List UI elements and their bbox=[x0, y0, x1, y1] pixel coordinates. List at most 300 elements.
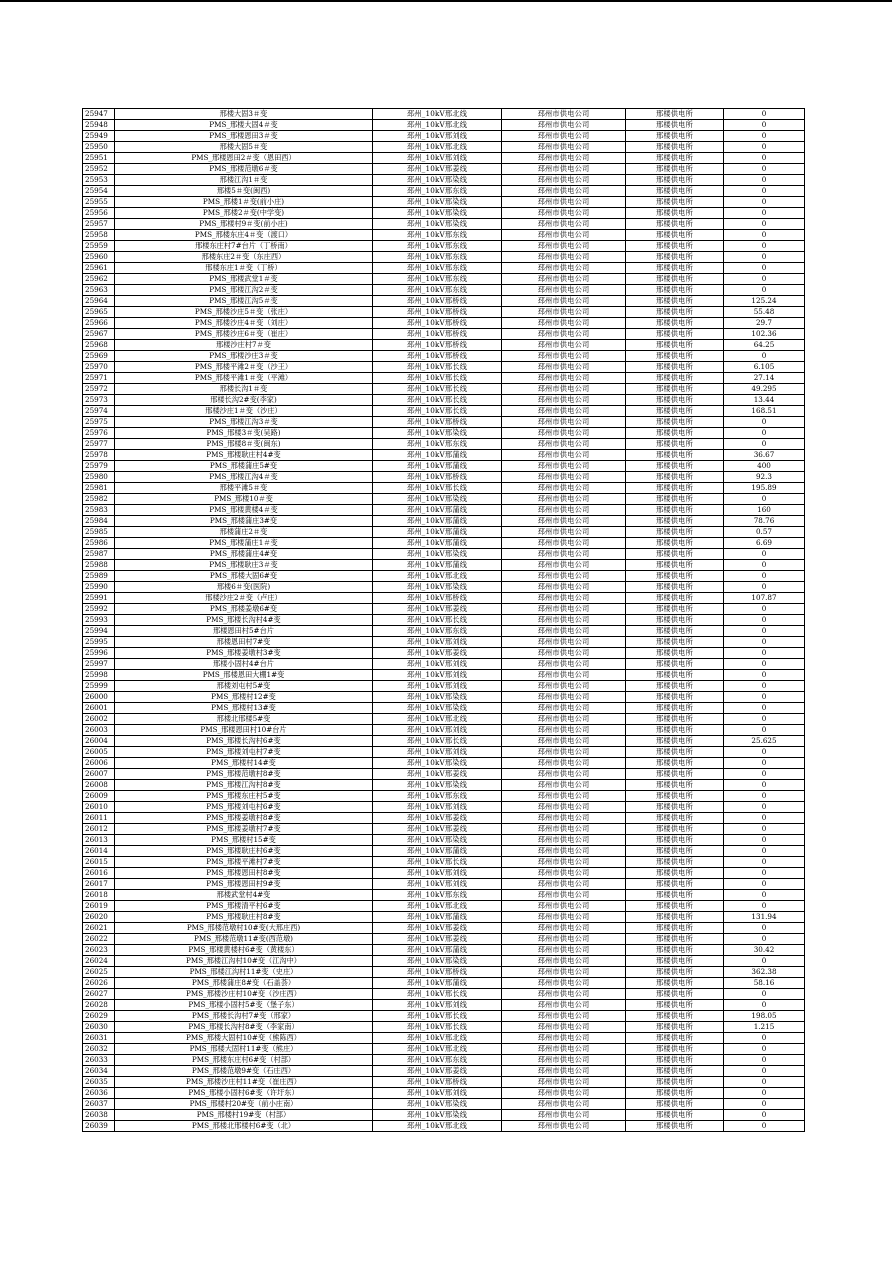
transformer-name-cell: PMS_邢楼江沟村10#变（江沟中） bbox=[115, 956, 373, 967]
value-cell: 195.89 bbox=[724, 483, 805, 494]
row-id-cell: 25994 bbox=[83, 626, 115, 637]
company-cell: 邳州市供电公司 bbox=[502, 296, 626, 307]
row-id-cell: 25974 bbox=[83, 406, 115, 417]
table-row bbox=[83, 329, 805, 340]
transformer-name-cell: PMS_邢楼蒲庄1＃变 bbox=[115, 538, 373, 549]
transformer-name-cell: PMS_邢楼小固村5#变（堡子东） bbox=[115, 1000, 373, 1011]
table-row bbox=[83, 1099, 805, 1110]
feeder-line-cell: 邳州_10kV邢桥线 bbox=[373, 307, 502, 318]
supply-station-cell: 邢楼供电所 bbox=[626, 296, 724, 307]
company-cell: 邳州市供电公司 bbox=[502, 186, 626, 197]
transformer-name-cell: 邢楼蒲庄2＃变 bbox=[115, 527, 373, 538]
data-table bbox=[82, 108, 805, 1132]
row-id-cell: 25988 bbox=[83, 560, 115, 571]
supply-station-cell: 邢楼供电所 bbox=[626, 681, 724, 692]
feeder-line-cell: 邳州_10kV邢长线 bbox=[373, 989, 502, 1000]
supply-station-cell: 邢楼供电所 bbox=[626, 252, 724, 263]
table-row bbox=[83, 978, 805, 989]
table-row bbox=[83, 461, 805, 472]
value-cell: 0 bbox=[724, 637, 805, 648]
supply-station-cell: 邢楼供电所 bbox=[626, 417, 724, 428]
row-id-cell: 26023 bbox=[83, 945, 115, 956]
supply-station-cell: 邢楼供电所 bbox=[626, 967, 724, 978]
supply-station-cell: 邢楼供电所 bbox=[626, 516, 724, 527]
supply-station-cell: 邢楼供电所 bbox=[626, 1055, 724, 1066]
table-row bbox=[83, 967, 805, 978]
feeder-line-cell: 邳州_10kV邢长线 bbox=[373, 395, 502, 406]
transformer-name-cell: PMS_邢楼北邢楼村6#变（北） bbox=[115, 1121, 373, 1132]
table-row bbox=[83, 747, 805, 758]
value-cell: 0 bbox=[724, 131, 805, 142]
table-row bbox=[83, 780, 805, 791]
supply-station-cell: 邢楼供电所 bbox=[626, 890, 724, 901]
value-cell: 0 bbox=[724, 351, 805, 362]
value-cell: 0 bbox=[724, 725, 805, 736]
row-id-cell: 26020 bbox=[83, 912, 115, 923]
supply-station-cell: 邢楼供电所 bbox=[626, 846, 724, 857]
table-row bbox=[83, 802, 805, 813]
table-row bbox=[83, 164, 805, 175]
supply-station-cell: 邢楼供电所 bbox=[626, 362, 724, 373]
value-cell: 0 bbox=[724, 582, 805, 593]
company-cell: 邳州市供电公司 bbox=[502, 758, 626, 769]
supply-station-cell: 邢楼供电所 bbox=[626, 450, 724, 461]
value-cell: 0 bbox=[724, 648, 805, 659]
table-row bbox=[83, 560, 805, 571]
value-cell: 0 bbox=[724, 1055, 805, 1066]
table-row bbox=[83, 153, 805, 164]
value-cell: 0 bbox=[724, 175, 805, 186]
value-cell: 0 bbox=[724, 934, 805, 945]
row-id-cell: 26034 bbox=[83, 1066, 115, 1077]
transformer-name-cell: PMS_邢楼蒲庄5#变 bbox=[115, 461, 373, 472]
supply-station-cell: 邢楼供电所 bbox=[626, 527, 724, 538]
transformer-name-cell: 邢楼东庄2＃变（东庄西） bbox=[115, 252, 373, 263]
value-cell: 0 bbox=[724, 164, 805, 175]
value-cell: 55.48 bbox=[724, 307, 805, 318]
company-cell: 邳州市供电公司 bbox=[502, 912, 626, 923]
transformer-name-cell: 邢楼平滩5＃变 bbox=[115, 483, 373, 494]
feeder-line-cell: 邳州_10kV邢刘线 bbox=[373, 637, 502, 648]
feeder-line-cell: 邳州_10kV邢染线 bbox=[373, 549, 502, 560]
supply-station-cell: 邢楼供电所 bbox=[626, 582, 724, 593]
company-cell: 邳州市供电公司 bbox=[502, 131, 626, 142]
feeder-line-cell: 邳州_10kV邢桥线 bbox=[373, 296, 502, 307]
transformer-name-cell: PMS_邢楼江沟5＃变 bbox=[115, 296, 373, 307]
transformer-name-cell: PMS_邢楼江沟村11#变（史庄） bbox=[115, 967, 373, 978]
supply-station-cell: 邢楼供电所 bbox=[626, 978, 724, 989]
feeder-line-cell: 邳州_10kV邢染线 bbox=[373, 1110, 502, 1121]
supply-station-cell: 邢楼供电所 bbox=[626, 1066, 724, 1077]
row-id-cell: 25990 bbox=[83, 582, 115, 593]
supply-station-cell: 邢楼供电所 bbox=[626, 318, 724, 329]
transformer-name-cell: PMS_邢楼3＃变(吴路) bbox=[115, 428, 373, 439]
supply-station-cell: 邢楼供电所 bbox=[626, 923, 724, 934]
feeder-line-cell: 邳州_10kV邢刘线 bbox=[373, 747, 502, 758]
row-id-cell: 25978 bbox=[83, 450, 115, 461]
value-cell: 0 bbox=[724, 230, 805, 241]
row-id-cell: 25986 bbox=[83, 538, 115, 549]
company-cell: 邳州市供电公司 bbox=[502, 1110, 626, 1121]
row-id-cell: 25973 bbox=[83, 395, 115, 406]
table-row bbox=[83, 318, 805, 329]
transformer-name-cell: PMS_邢楼东庄村6#变（村部） bbox=[115, 1055, 373, 1066]
feeder-line-cell: 邳州_10kV邢刘线 bbox=[373, 802, 502, 813]
transformer-name-cell: PMS_邢楼村13#变 bbox=[115, 703, 373, 714]
company-cell: 邳州市供电公司 bbox=[502, 307, 626, 318]
supply-station-cell: 邢楼供电所 bbox=[626, 758, 724, 769]
row-id-cell: 25981 bbox=[83, 483, 115, 494]
feeder-line-cell: 邳州_10kV邢姜线 bbox=[373, 769, 502, 780]
table-row bbox=[83, 340, 805, 351]
transformer-name-cell: PMS_邢楼江沟村8#变 bbox=[115, 780, 373, 791]
feeder-line-cell: 邳州_10kV邢东线 bbox=[373, 241, 502, 252]
row-id-cell: 25972 bbox=[83, 384, 115, 395]
feeder-line-cell: 邳州_10kV邢染线 bbox=[373, 582, 502, 593]
company-cell: 邳州市供电公司 bbox=[502, 626, 626, 637]
feeder-line-cell: 邳州_10kV邢姜线 bbox=[373, 824, 502, 835]
transformer-name-cell: PMS_邢楼清平村6#变 bbox=[115, 901, 373, 912]
table-row bbox=[83, 1110, 805, 1121]
value-cell: 0 bbox=[724, 560, 805, 571]
row-id-cell: 26019 bbox=[83, 901, 115, 912]
row-id-cell: 25970 bbox=[83, 362, 115, 373]
transformer-name-cell: PMS_邢楼村15#变 bbox=[115, 835, 373, 846]
table-row bbox=[83, 241, 805, 252]
company-cell: 邳州市供电公司 bbox=[502, 175, 626, 186]
table-row bbox=[83, 230, 805, 241]
transformer-name-cell: PMS_邢楼刘屯村6#变 bbox=[115, 802, 373, 813]
transformer-name-cell: PMS_邢楼平滩2＃变（沙王） bbox=[115, 362, 373, 373]
company-cell: 邳州市供电公司 bbox=[502, 901, 626, 912]
table-row bbox=[83, 450, 805, 461]
value-cell: 0 bbox=[724, 835, 805, 846]
supply-station-cell: 邢楼供电所 bbox=[626, 373, 724, 384]
feeder-line-cell: 邳州_10kV邢染线 bbox=[373, 835, 502, 846]
transformer-name-cell: PMS_邢楼长沟村7#变（邢家） bbox=[115, 1011, 373, 1022]
row-id-cell: 25996 bbox=[83, 648, 115, 659]
company-cell: 邳州市供电公司 bbox=[502, 538, 626, 549]
value-cell: 198.05 bbox=[724, 1011, 805, 1022]
row-id-cell: 26000 bbox=[83, 692, 115, 703]
value-cell: 0 bbox=[724, 747, 805, 758]
feeder-line-cell: 邳州_10kV邢姜线 bbox=[373, 648, 502, 659]
feeder-line-cell: 邳州_10kV邢染线 bbox=[373, 175, 502, 186]
feeder-line-cell: 邳州_10kV邢长线 bbox=[373, 857, 502, 868]
company-cell: 邳州市供电公司 bbox=[502, 780, 626, 791]
table-row bbox=[83, 373, 805, 384]
company-cell: 邳州市供电公司 bbox=[502, 516, 626, 527]
transformer-name-cell: PMS_邢楼范墩村8#变 bbox=[115, 769, 373, 780]
row-id-cell: 26017 bbox=[83, 879, 115, 890]
supply-station-cell: 邢楼供电所 bbox=[626, 439, 724, 450]
feeder-line-cell: 邳州_10kV邢东线 bbox=[373, 252, 502, 263]
table-row bbox=[83, 186, 805, 197]
transformer-name-cell: PMS_邢楼耿庄村8#变 bbox=[115, 912, 373, 923]
supply-station-cell: 邢楼供电所 bbox=[626, 1022, 724, 1033]
value-cell: 0 bbox=[724, 571, 805, 582]
table-row bbox=[83, 758, 805, 769]
value-cell: 27.14 bbox=[724, 373, 805, 384]
row-id-cell: 25949 bbox=[83, 131, 115, 142]
value-cell: 0 bbox=[724, 274, 805, 285]
company-cell: 邳州市供电公司 bbox=[502, 1055, 626, 1066]
row-id-cell: 25977 bbox=[83, 439, 115, 450]
feeder-line-cell: 邳州_10kV邢蒲线 bbox=[373, 560, 502, 571]
value-cell: 0 bbox=[724, 417, 805, 428]
feeder-line-cell: 邳州_10kV邢刘线 bbox=[373, 659, 502, 670]
feeder-line-cell: 邳州_10kV邢东线 bbox=[373, 186, 502, 197]
value-cell: 13.44 bbox=[724, 395, 805, 406]
company-cell: 邳州市供电公司 bbox=[502, 549, 626, 560]
row-id-cell: 25950 bbox=[83, 142, 115, 153]
company-cell: 邳州市供电公司 bbox=[502, 791, 626, 802]
company-cell: 邳州市供电公司 bbox=[502, 637, 626, 648]
feeder-line-cell: 邳州_10kV邢桥线 bbox=[373, 1077, 502, 1088]
transformer-name-cell: PMS_邢楼蒲庄8#变（石盖荟） bbox=[115, 978, 373, 989]
company-cell: 邳州市供电公司 bbox=[502, 1022, 626, 1033]
supply-station-cell: 邢楼供电所 bbox=[626, 879, 724, 890]
table-row bbox=[83, 1077, 805, 1088]
table-row bbox=[83, 835, 805, 846]
supply-station-cell: 邢楼供电所 bbox=[626, 472, 724, 483]
transformer-name-cell: PMS_邢楼长沟村4#变 bbox=[115, 615, 373, 626]
feeder-line-cell: 邳州_10kV邢姜线 bbox=[373, 1066, 502, 1077]
row-id-cell: 26014 bbox=[83, 846, 115, 857]
transformer-name-cell: 邢楼沙庄2＃变（卢庄） bbox=[115, 593, 373, 604]
value-cell: 0 bbox=[724, 626, 805, 637]
transformer-name-cell: PMS_邢楼江沟2＃变 bbox=[115, 285, 373, 296]
row-id-cell: 25951 bbox=[83, 153, 115, 164]
supply-station-cell: 邢楼供电所 bbox=[626, 285, 724, 296]
transformer-name-cell: PMS_邢楼村14#变 bbox=[115, 758, 373, 769]
feeder-line-cell: 邳州_10kV邢染线 bbox=[373, 703, 502, 714]
table-row bbox=[83, 615, 805, 626]
row-id-cell: 26039 bbox=[83, 1121, 115, 1132]
table-row bbox=[83, 934, 805, 945]
row-id-cell: 26022 bbox=[83, 934, 115, 945]
row-id-cell: 25971 bbox=[83, 373, 115, 384]
row-id-cell: 26010 bbox=[83, 802, 115, 813]
feeder-line-cell: 邳州_10kV邢北线 bbox=[373, 1033, 502, 1044]
row-id-cell: 26021 bbox=[83, 923, 115, 934]
value-cell: 0 bbox=[724, 890, 805, 901]
table-row bbox=[83, 692, 805, 703]
transformer-name-cell: PMS_邢楼江沟3＃变 bbox=[115, 417, 373, 428]
table-row bbox=[83, 417, 805, 428]
row-id-cell: 26037 bbox=[83, 1099, 115, 1110]
company-cell: 邳州市供电公司 bbox=[502, 824, 626, 835]
company-cell: 邳州市供电公司 bbox=[502, 868, 626, 879]
value-cell: 30.42 bbox=[724, 945, 805, 956]
feeder-line-cell: 邳州_10kV邢姜线 bbox=[373, 164, 502, 175]
company-cell: 邳州市供电公司 bbox=[502, 714, 626, 725]
supply-station-cell: 邢楼供电所 bbox=[626, 912, 724, 923]
value-cell: 0 bbox=[724, 241, 805, 252]
company-cell: 邳州市供电公司 bbox=[502, 252, 626, 263]
feeder-line-cell: 邳州_10kV邢蒲线 bbox=[373, 527, 502, 538]
row-id-cell: 25982 bbox=[83, 494, 115, 505]
row-id-cell: 25976 bbox=[83, 428, 115, 439]
table-row bbox=[83, 1033, 805, 1044]
supply-station-cell: 邢楼供电所 bbox=[626, 186, 724, 197]
company-cell: 邳州市供电公司 bbox=[502, 1033, 626, 1044]
table-row bbox=[83, 351, 805, 362]
company-cell: 邳州市供电公司 bbox=[502, 956, 626, 967]
supply-station-cell: 邢楼供电所 bbox=[626, 1088, 724, 1099]
company-cell: 邳州市供电公司 bbox=[502, 274, 626, 285]
company-cell: 邳州市供电公司 bbox=[502, 329, 626, 340]
value-cell: 0 bbox=[724, 109, 805, 120]
company-cell: 邳州市供电公司 bbox=[502, 384, 626, 395]
feeder-line-cell: 邳州_10kV邢蒲线 bbox=[373, 912, 502, 923]
feeder-line-cell: 邳州_10kV邢长线 bbox=[373, 615, 502, 626]
supply-station-cell: 邢楼供电所 bbox=[626, 1110, 724, 1121]
transformer-name-cell: PMS_邢楼耿庄村4#变 bbox=[115, 450, 373, 461]
table-row bbox=[83, 472, 805, 483]
value-cell: 0 bbox=[724, 857, 805, 868]
feeder-line-cell: 邳州_10kV邢桥线 bbox=[373, 967, 502, 978]
supply-station-cell: 邢楼供电所 bbox=[626, 274, 724, 285]
feeder-line-cell: 邳州_10kV邢刘线 bbox=[373, 1000, 502, 1011]
row-id-cell: 25989 bbox=[83, 571, 115, 582]
table-row bbox=[83, 912, 805, 923]
company-cell: 邳州市供电公司 bbox=[502, 703, 626, 714]
company-cell: 邳州市供电公司 bbox=[502, 1088, 626, 1099]
table-row bbox=[83, 428, 805, 439]
value-cell: 0 bbox=[724, 659, 805, 670]
supply-station-cell: 邢楼供电所 bbox=[626, 241, 724, 252]
row-id-cell: 25948 bbox=[83, 120, 115, 131]
feeder-line-cell: 邳州_10kV邢蒲线 bbox=[373, 516, 502, 527]
transformer-name-cell: PMS_邢楼村12#变 bbox=[115, 692, 373, 703]
feeder-line-cell: 邳州_10kV邢北线 bbox=[373, 142, 502, 153]
row-id-cell: 26002 bbox=[83, 714, 115, 725]
row-id-cell: 26016 bbox=[83, 868, 115, 879]
value-cell: 0 bbox=[724, 846, 805, 857]
supply-station-cell: 邢楼供电所 bbox=[626, 791, 724, 802]
supply-station-cell: 邢楼供电所 bbox=[626, 406, 724, 417]
supply-station-cell: 邢楼供电所 bbox=[626, 340, 724, 351]
table-row bbox=[83, 659, 805, 670]
transformer-name-cell: PMS_邢楼沙庄4＃变（刘庄） bbox=[115, 318, 373, 329]
company-cell: 邳州市供电公司 bbox=[502, 604, 626, 615]
row-id-cell: 25993 bbox=[83, 615, 115, 626]
value-cell: 0 bbox=[724, 219, 805, 230]
value-cell: 0 bbox=[724, 901, 805, 912]
supply-station-cell: 邢楼供电所 bbox=[626, 703, 724, 714]
feeder-line-cell: 邳州_10kV邢染线 bbox=[373, 692, 502, 703]
table-row bbox=[83, 604, 805, 615]
company-cell: 邳州市供电公司 bbox=[502, 1011, 626, 1022]
supply-station-cell: 邢楼供电所 bbox=[626, 351, 724, 362]
table-row bbox=[83, 120, 805, 131]
row-id-cell: 25999 bbox=[83, 681, 115, 692]
value-cell: 92.3 bbox=[724, 472, 805, 483]
row-id-cell: 25997 bbox=[83, 659, 115, 670]
transformer-name-cell: 邢楼长沟2#变(李家) bbox=[115, 395, 373, 406]
value-cell: 64.25 bbox=[724, 340, 805, 351]
supply-station-cell: 邢楼供电所 bbox=[626, 857, 724, 868]
feeder-line-cell: 邳州_10kV邢东线 bbox=[373, 263, 502, 274]
supply-station-cell: 邢楼供电所 bbox=[626, 384, 724, 395]
value-cell: 0 bbox=[724, 1077, 805, 1088]
transformer-name-cell: PMS_邢楼恩田村9#变 bbox=[115, 879, 373, 890]
company-cell: 邳州市供电公司 bbox=[502, 494, 626, 505]
transformer-name-cell: PMS_邢楼姜墩村8#变 bbox=[115, 813, 373, 824]
supply-station-cell: 邢楼供电所 bbox=[626, 120, 724, 131]
feeder-line-cell: 邳州_10kV邢蒲线 bbox=[373, 461, 502, 472]
feeder-line-cell: 邳州_10kV邢桥线 bbox=[373, 318, 502, 329]
table-row bbox=[83, 307, 805, 318]
table-row bbox=[83, 109, 805, 120]
table-row bbox=[83, 175, 805, 186]
supply-station-cell: 邢楼供电所 bbox=[626, 901, 724, 912]
transformer-name-cell: PMS_邢楼平滩村7#变 bbox=[115, 857, 373, 868]
table-row bbox=[83, 505, 805, 516]
table-row bbox=[83, 395, 805, 406]
transformer-name-cell: PMS_邢楼长沟村8#变（李家南） bbox=[115, 1022, 373, 1033]
company-cell: 邳州市供电公司 bbox=[502, 659, 626, 670]
table-row bbox=[83, 769, 805, 780]
company-cell: 邳州市供电公司 bbox=[502, 417, 626, 428]
company-cell: 邳州市供电公司 bbox=[502, 428, 626, 439]
value-cell: 29.7 bbox=[724, 318, 805, 329]
table-row bbox=[83, 285, 805, 296]
table-row bbox=[83, 681, 805, 692]
value-cell: 0 bbox=[724, 1033, 805, 1044]
value-cell: 0 bbox=[724, 824, 805, 835]
transformer-name-cell: PMS_邢楼沙庄村10#变（沙庄西） bbox=[115, 989, 373, 1000]
feeder-line-cell: 邳州_10kV邢刘线 bbox=[373, 131, 502, 142]
supply-station-cell: 邢楼供电所 bbox=[626, 538, 724, 549]
row-id-cell: 25959 bbox=[83, 241, 115, 252]
transformer-name-cell: PMS_邢楼姜墩村7#变 bbox=[115, 824, 373, 835]
supply-station-cell: 邢楼供电所 bbox=[626, 263, 724, 274]
table-row bbox=[83, 582, 805, 593]
company-cell: 邳州市供电公司 bbox=[502, 615, 626, 626]
table-row bbox=[83, 252, 805, 263]
row-id-cell: 26011 bbox=[83, 813, 115, 824]
table-row bbox=[83, 571, 805, 582]
table-row bbox=[83, 263, 805, 274]
transformer-name-cell: PMS_邢楼大固4＃变 bbox=[115, 120, 373, 131]
feeder-line-cell: 邳州_10kV邢桥线 bbox=[373, 351, 502, 362]
transformer-name-cell: PMS_邢楼恩田2＃变（恩田西） bbox=[115, 153, 373, 164]
company-cell: 邳州市供电公司 bbox=[502, 527, 626, 538]
transformer-name-cell: PMS_邢楼沙庄村11#变（崔庄西） bbox=[115, 1077, 373, 1088]
company-cell: 邳州市供电公司 bbox=[502, 923, 626, 934]
feeder-line-cell: 邳州_10kV邢东线 bbox=[373, 230, 502, 241]
feeder-line-cell: 邳州_10kV邢蒲线 bbox=[373, 978, 502, 989]
value-cell: 6.69 bbox=[724, 538, 805, 549]
table-row bbox=[83, 406, 805, 417]
value-cell: 58.16 bbox=[724, 978, 805, 989]
transformer-name-cell: PMS_邢楼恩田村8#变 bbox=[115, 868, 373, 879]
transformer-name-cell: 邢楼东庄1＃变（丁桥） bbox=[115, 263, 373, 274]
supply-station-cell: 邢楼供电所 bbox=[626, 824, 724, 835]
feeder-line-cell: 邳州_10kV邢染线 bbox=[373, 219, 502, 230]
transformer-name-cell: 邢楼沙庄1＃变（沙庄） bbox=[115, 406, 373, 417]
row-id-cell: 25958 bbox=[83, 230, 115, 241]
company-cell: 邳州市供电公司 bbox=[502, 373, 626, 384]
feeder-line-cell: 邳州_10kV邢染线 bbox=[373, 780, 502, 791]
table-row bbox=[83, 362, 805, 373]
company-cell: 邳州市供电公司 bbox=[502, 945, 626, 956]
transformer-name-cell: 邢楼北邢楼5#变 bbox=[115, 714, 373, 725]
row-id-cell: 25963 bbox=[83, 285, 115, 296]
row-id-cell: 26038 bbox=[83, 1110, 115, 1121]
